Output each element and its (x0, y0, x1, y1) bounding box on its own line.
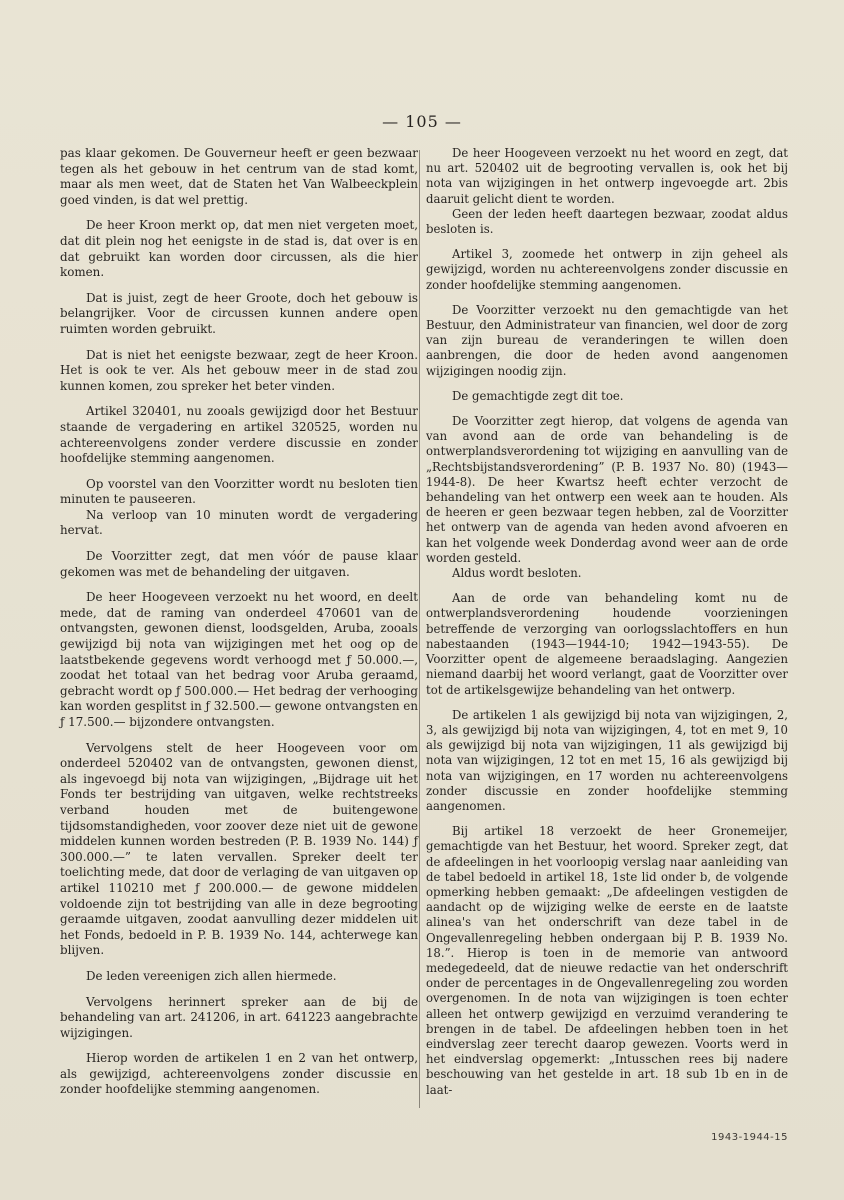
paragraph: De heer Hoogeveen verzoekt nu het woord, en deelt mede, dat de raming van onderdeel 470601 van de ontvangsten, gewonen dienst, loodsgelden, Aruba, zooals gewijzigd bij nota van wijzigingen met het oog op de laatstbekende gegevens wordt verhoogd met ƒ 50.000.—, zoodat het totaal van het bedrag voor Aruba geraamd, gebracht wordt op ƒ 500.000.— Het bedrag der verhooging kan worden gesplitst in ƒ 32.500.— gewone ontvangsten en ƒ 17.500.— bijzondere ontvangsten. (60, 590, 418, 729)
paragraph: Dat is juist, zegt de heer Groote, doch het gebouw is belangrijker. Voor de circussen kunnen andere open ruimten worden gebruikt. (60, 290, 418, 336)
paragraph: Op voorstel van den Voorzitter wordt nu besloten tien minuten te pauseeren. (60, 476, 418, 507)
paragraph: pas klaar gekomen. De Gouverneur heeft er geen bezwaar tegen als het gebouw in het centrum van de stad komt, maar als men weet, dat de Staten het Van Walbeeckplein goed vinden, is dat wel prettig. (60, 146, 418, 207)
paragraph: De Voorzitter zegt, dat men vóór de pause klaar gekomen was met de behandeling der uitgaven. (60, 549, 418, 579)
paragraph: Artikel 3, zoomede het ontwerp in zijn geheel als gewijzigd, worden nu achtereenvolgens zonder discussie en zonder hoofdelijke stemming aangenomen. (426, 247, 788, 292)
paragraph: De Voorzitter zegt hierop, dat volgens de agenda van van avond aan de orde van behandeling is de ontwerplandsverordening tot wijziging en aanvulling van de „Rechtsbijstandsverordening” (P. B. 1937 No. 80) (1943—1944-8). De heer Kwartsz heeft echter verzocht de behandeling van het ontwerp een week aan te houden. Als de heeren er geen bezwaar tegen hebben, zal de Voorzitter het ontwerp van de agenda van heden avond afvoeren en kan het volgende week Donderdag avond weer aan de orde worden gesteld. (426, 414, 788, 565)
document-code: 1943-1944-15 (711, 1132, 788, 1143)
paragraph: De heer Kroon merkt op, dat men niet vergeten moet, dat dit plein nog het eenigste in de stad is, dat over is en dat gebruikt kan worden door circussen, als die hier komen. (60, 218, 418, 280)
paragraph: De Voorzitter verzoekt nu den gemachtigde van het Bestuur, den Administrateur van financien, wel door de zorg van zijn bureau de veranderingen te willen doen aanbrengen, die door de heden avond aangenomen wijzigingen noodig zijn. (426, 302, 788, 378)
paragraph: Vervolgens herinnert spreker aan de bij de behandeling van art. 241206, in art. 641223 aangebrachte wijzigingen. (60, 994, 418, 1040)
column-divider (419, 150, 420, 1108)
paragraph: De leden vereenigen zich allen hiermede. (86, 968, 337, 983)
paragraph: Aldus wordt besloten. (452, 566, 582, 581)
paragraph: Na verloop van 10 minuten wordt de vergadering hervat. (60, 507, 418, 538)
paragraph: Bij artikel 18 verzoekt de heer Gronemeijer, gemachtigde van het Bestuur, het woord. Spreker zegt, dat de afdeelingen in het voorloopig verslag naar aanleiding van de tabel bedoeld in artikel 18, 1ste lid onder b, de volgende opmerking hebben gemaakt: „De afdeelingen vestigden de aandacht op de wijziging welke de eerste en de laatste alinea's van het onderschrift van deze tabel in de Ongevallenregeling hebben ondergaan bij P. B. 1939 No. 18.”. Hierop is toen in de memorie van antwoord medegedeeld, dat de nieuwe redactie van het onderschrift onder de percentages in de Ongevallenregeling zou worden overgenomen. In de nota van wijzigingen is toen echter alleen het ontwerp gewijzigd en verzuimd verandering te brengen in de tabel. De afdeelingen hebben toen in het eindverslag zeer terecht daarop gewezen. Voorts werd in het eindverslag opgemerkt: „Intusschen rees bij nadere beschouwing van het gestelde in art. 18 sub 1b en in de laat- (426, 824, 788, 1097)
left-column (60, 146, 418, 1108)
paragraph: De artikelen 1 als gewijzigd bij nota van wijzigingen, 2, 3, als gewijzigd bij nota van wijzigingen, 4, tot en met 9, 10 als gewijzigd bij nota van wijzigingen, 11 als gewijzigd bij nota van wijzigingen, 12 tot en met 15, 16 als gewijzigd bij nota van wijzigingen, en 17 worden nu achtereenvolgens zonder discussie en zonder hoofdelijke stemming aangenomen. (426, 707, 788, 813)
right-column (426, 146, 788, 1108)
paragraph: Vervolgens stelt de heer Hoogeveen voor om onderdeel 520402 van de ontvangsten, gewonen dienst, als ingevoegd bij nota van wijzigingen, „Bijdrage uit het Fonds ter bestrijding van uitgaven, welke rechtstreeks verband houden met de buitengewone tijdsomstandigheden, voor zoover deze niet uit de gewone middelen kunnen worden bestreden (P. B. 1939 No. 144) ƒ 300.000.—” te laten vervallen. Spreker deelt ter toelichting mede, dat door de verlaging de van uitgaven op artikel 110210 met ƒ 200.000.— de gewone middelen voldoende zijn tot bestrijding van alle in deze begrooting geraamde uitgaven, zoodat aanvulling dezer middelen uit het Fonds, bedoeld in P. B. 1939 No. 144, achterwege kan blijven. (60, 740, 418, 958)
paragraph: De heer Hoogeveen verzoekt nu het woord en zegt, dat nu art. 520402 uit de begrooting vervallen is, ook het bij nota van wijzigingen in het ontwerp ingevoegde art. 2bis daaruit gelicht dient te worden. (426, 146, 788, 206)
paragraph: Hierop worden de artikelen 1 en 2 van het ontwerp, als gewijzigd, achtereenvolgens zonder discussie en zonder hoofdelijke stemming aangenomen. (60, 1051, 418, 1097)
paragraph: Artikel 320401, nu zooals gewijzigd door het Bestuur staande de vergadering en artikel 320525, worden nu achtereenvolgens zonder verdere discussie en zonder hoofdelijke stemming aangenomen. (60, 404, 418, 466)
paragraph: Aan de orde van behandeling komt nu de ontwerplandsverordening houdende voorzieningen betreffende de verzorging van oorlogsslachtoffers en hun nabestaanden (1943—1944-10; 1942—1943-55). De Voorzitter opent de algemeene beraadslaging. Aangezien niemand daarbij het woord verlangt, gaat de Voorzitter over tot de artikelsgewijze behandeling van het ontwerp. (426, 591, 788, 697)
paragraph: Geen der leden heeft daartegen bezwaar, zoodat aldus besloten is. (426, 206, 788, 237)
paragraph: De gemachtigde zegt dit toe. (452, 388, 624, 403)
page-number: — 105 — (382, 112, 462, 131)
paragraph: Dat is niet het eenigste bezwaar, zegt de heer Kroon. Het is ook te ver. Als het gebouw meer in de stad zou kunnen komen, zou spreker het beter vinden. (60, 347, 418, 393)
